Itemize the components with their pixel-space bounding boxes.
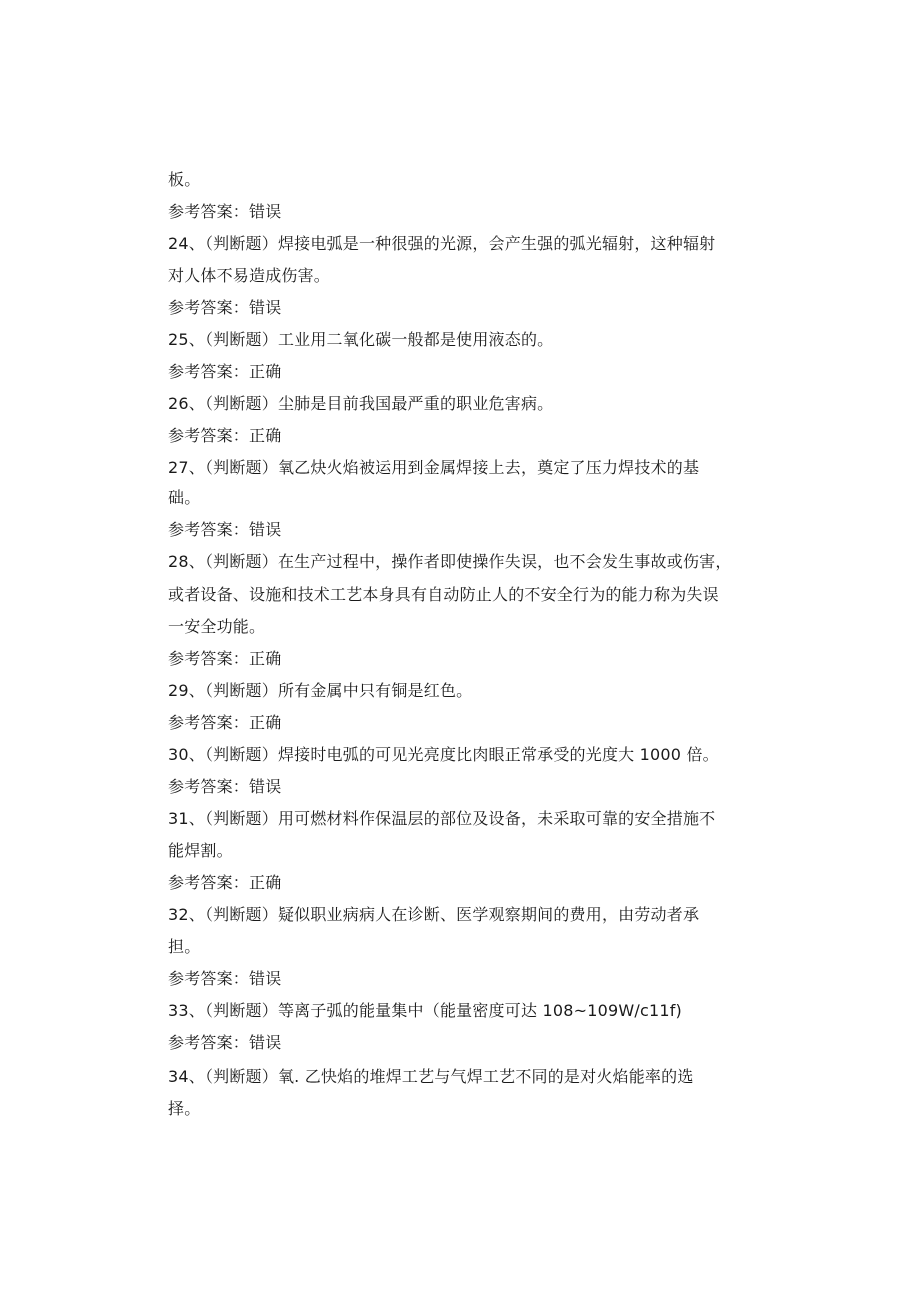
question-24-line-1: 24、（判断题）焊接电弧是一种很强的光源，会产生强的弧光辐射，这种辐射 xyxy=(168,234,716,253)
answer-line: 参考答案：正确 xyxy=(168,649,282,668)
question-29: 29、（判断题）所有金属中只有铜是红色。 xyxy=(168,681,473,700)
question-26: 26、（判断题）尘肺是目前我国最严重的职业危害病。 xyxy=(168,394,554,413)
question-27-line-1: 27、（判断题）氧乙炔火焰被运用到金属焊接上去，奠定了压力焊技术的基 xyxy=(168,458,700,477)
question-31-line-1: 31、（判断题）用可燃材料作保温层的部位及设备，未采取可靠的安全措施不 xyxy=(168,809,716,828)
question-34-line-2: 择。 xyxy=(168,1099,201,1118)
answer-line: 参考答案：正确 xyxy=(168,713,282,732)
answer-line: 参考答案：错误 xyxy=(168,520,282,539)
question-34-line-1: 34、（判断题）氧. 乙快焰的堆焊工艺与气焊工艺不同的是对火焰能率的选 xyxy=(168,1067,694,1086)
question-28-line-1: 28、（判断题）在生产过程中，操作者即使操作失误，也不会发生事故或伤害， xyxy=(168,552,732,571)
question-32-line-2: 担。 xyxy=(168,937,201,956)
answer-line: 参考答案：错误 xyxy=(168,969,282,988)
answer-line: 参考答案：错误 xyxy=(168,298,282,317)
question-28-line-3: 一安全功能。 xyxy=(168,617,266,636)
question-32-line-1: 32、（判断题）疑似职业病病人在诊断、医学观察期间的费用，由劳动者承 xyxy=(168,905,700,924)
question-27-line-2: 础。 xyxy=(168,488,201,507)
answer-line: 参考答案：正确 xyxy=(168,873,282,892)
answer-line: 参考答案：错误 xyxy=(168,777,282,796)
question-25: 25、（判断题）工业用二氧化碳一般都是使用液态的。 xyxy=(168,330,554,349)
answer-line: 参考答案：正确 xyxy=(168,426,282,445)
text-line: 板。 xyxy=(168,170,201,189)
question-28-line-2: 或者设备、设施和技术工艺本身具有自动防止人的不安全行为的能力称为失误 xyxy=(168,585,719,604)
answer-line: 参考答案：错误 xyxy=(168,1033,282,1052)
answer-line: 参考答案：错误 xyxy=(168,202,282,221)
question-30: 30、（判断题）焊接时电弧的可见光亮度比肉眼正常承受的光度大 1000 倍。 xyxy=(168,745,719,764)
question-33: 33、（判断题）等离子弧的能量集中（能量密度可达 108~109W∕c11f) xyxy=(168,1001,682,1020)
question-24-line-2: 对人体不易造成伤害。 xyxy=(168,266,331,285)
answer-line: 参考答案：正确 xyxy=(168,362,282,381)
question-31-line-2: 能焊割。 xyxy=(168,841,233,860)
